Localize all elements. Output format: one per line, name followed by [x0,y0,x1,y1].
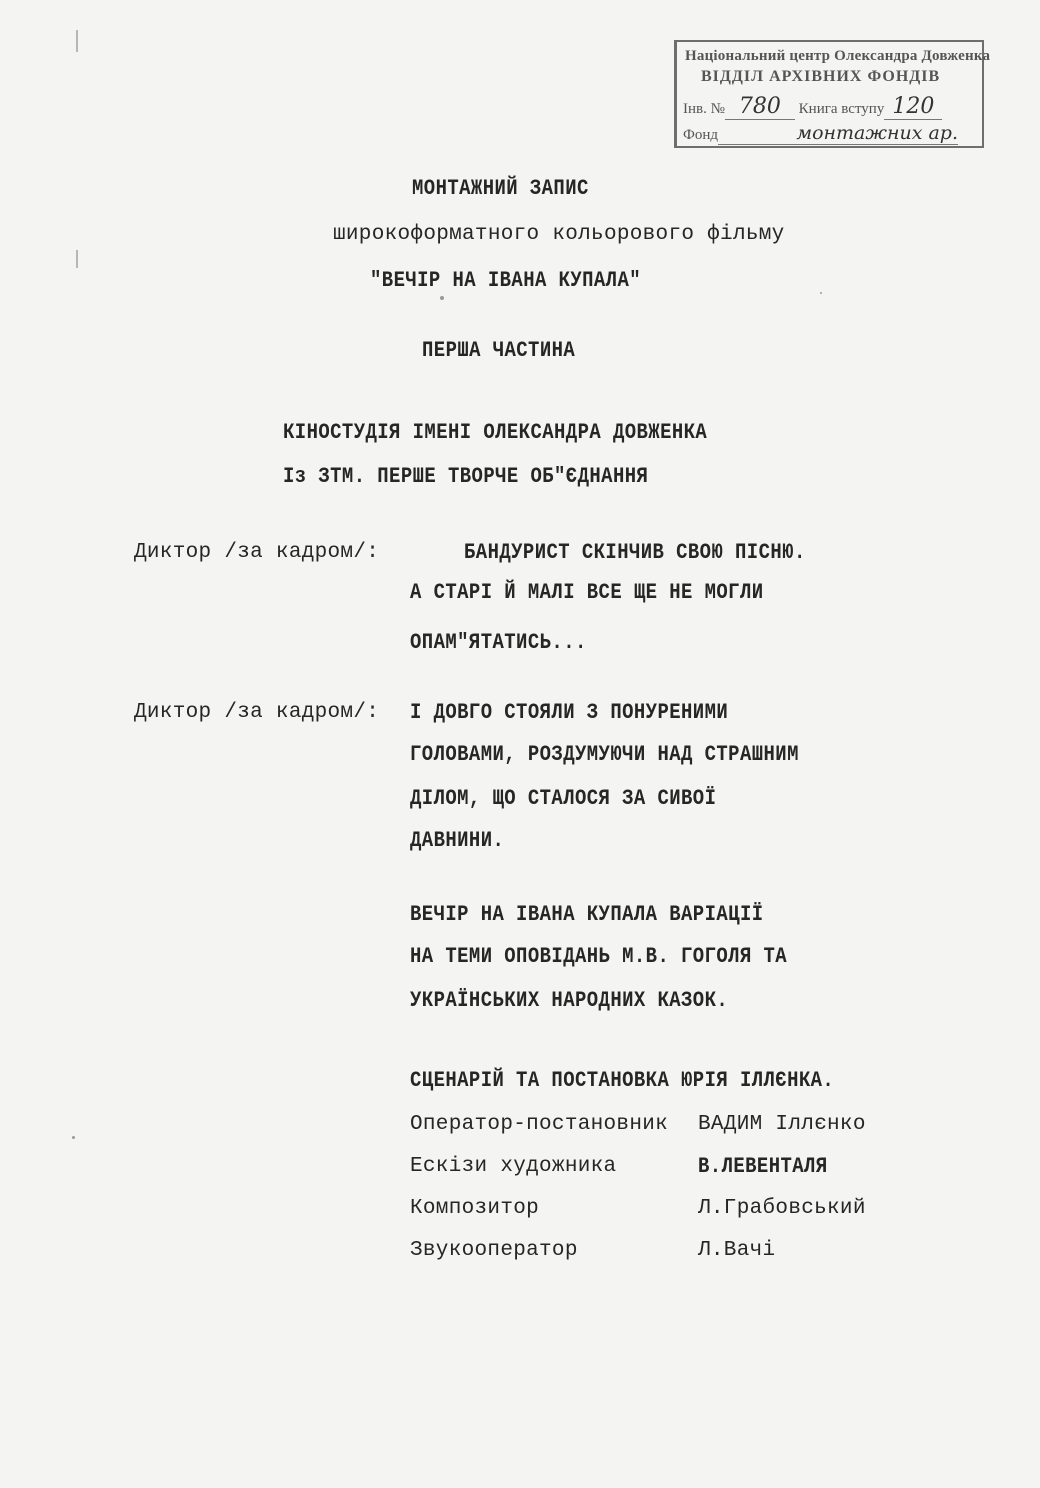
stamp-inv-label: Інв. № [683,101,725,117]
film-title: "ВЕЧІР НА ІВАНА КУПАЛА" [370,268,642,293]
credits-heading: СЦЕНАРІЙ ТА ПОСТАНОВКА ЮРІЯ ІЛЛЄНКА. [410,1068,835,1093]
narration-line: ДАВНИНИ. [410,828,505,853]
stamp-inventory-line [683,94,942,120]
studio-name: КІНОСТУДІЯ ІМЕНІ ОЛЕКСАНДРА ДОВЖЕНКА [283,420,708,445]
part-title: ПЕРША ЧАСТИНА [422,338,576,363]
narration-line: І ДОВГО СТОЯЛИ З ПОНУРЕНИМИ [410,700,729,725]
narration-line: ДІЛОМ, ЩО СТАЛОСЯ ЗА СИВОЇ [410,786,717,811]
stamp-book-label: Книга вступу [798,101,885,117]
speck [72,1136,75,1139]
document-title: МОНТАЖНИЙ ЗАПИС [412,176,589,201]
narration-line: А СТАРІ Й МАЛІ ВСЕ ЩЕ НЕ МОГЛИ [410,580,764,605]
left-edge-mark [76,250,78,268]
credit-name: В.ЛЕВЕНТАЛЯ [698,1154,828,1179]
credit-role: Звукооператор [410,1239,578,1262]
document-subtitle: широкоформатного кольорового фільму [333,223,785,246]
archive-stamp [674,40,991,148]
association-line: Із ЗТМ. ПЕРШЕ ТВОРЧЕ ОБ"ЄДНАННЯ [283,464,649,489]
stamp-fond-value: монтажних ар. [796,122,959,144]
speaker-label: Диктор /за кадром/: [134,541,380,564]
stamp-fond-label: Фонд [683,127,719,143]
stamp-fond-line [683,122,958,145]
stamp-inv-value: 780 [738,94,781,119]
credit-role: Оператор-постановник [410,1113,669,1136]
variations-line: УКРАЇНСЬКИХ НАРОДНИХ КАЗОК. [410,988,729,1013]
narration-line: ГОЛОВАМИ, РОЗДУМУЮЧИ НАД СТРАШНИМ [410,742,799,767]
speaker-label: Диктор /за кадром/: [134,701,380,724]
credit-role: Ескізи художника [410,1155,617,1178]
variations-line: ВЕЧІР НА ІВАНА КУПАЛА ВАРІАЦІЇ [410,902,764,927]
credit-name: Л.Грабовський [698,1197,866,1220]
credit-name: ВАДИМ Іллєнко [698,1113,866,1136]
speck [440,296,444,300]
stamp-dept-line: ВІДДІЛ АРХІВНИХ ФОНДІВ [701,68,941,85]
credit-name: Л.Вачі [698,1239,776,1262]
narration-line: ОПАМ"ЯТАТИСЬ... [410,630,587,655]
stamp-book-value: 120 [892,94,935,119]
left-edge-mark [76,30,78,52]
variations-line: НА ТЕМИ ОПОВІДАНЬ М.В. ГОГОЛЯ ТА [410,944,788,969]
speck [820,292,822,294]
narration-line: БАНДУРИСТ СКІНЧИВ СВОЮ ПІСНЮ. [464,540,806,565]
stamp-org-line: Національний центр Олександра Довженка [685,48,991,64]
credit-role: Композитор [410,1197,540,1220]
